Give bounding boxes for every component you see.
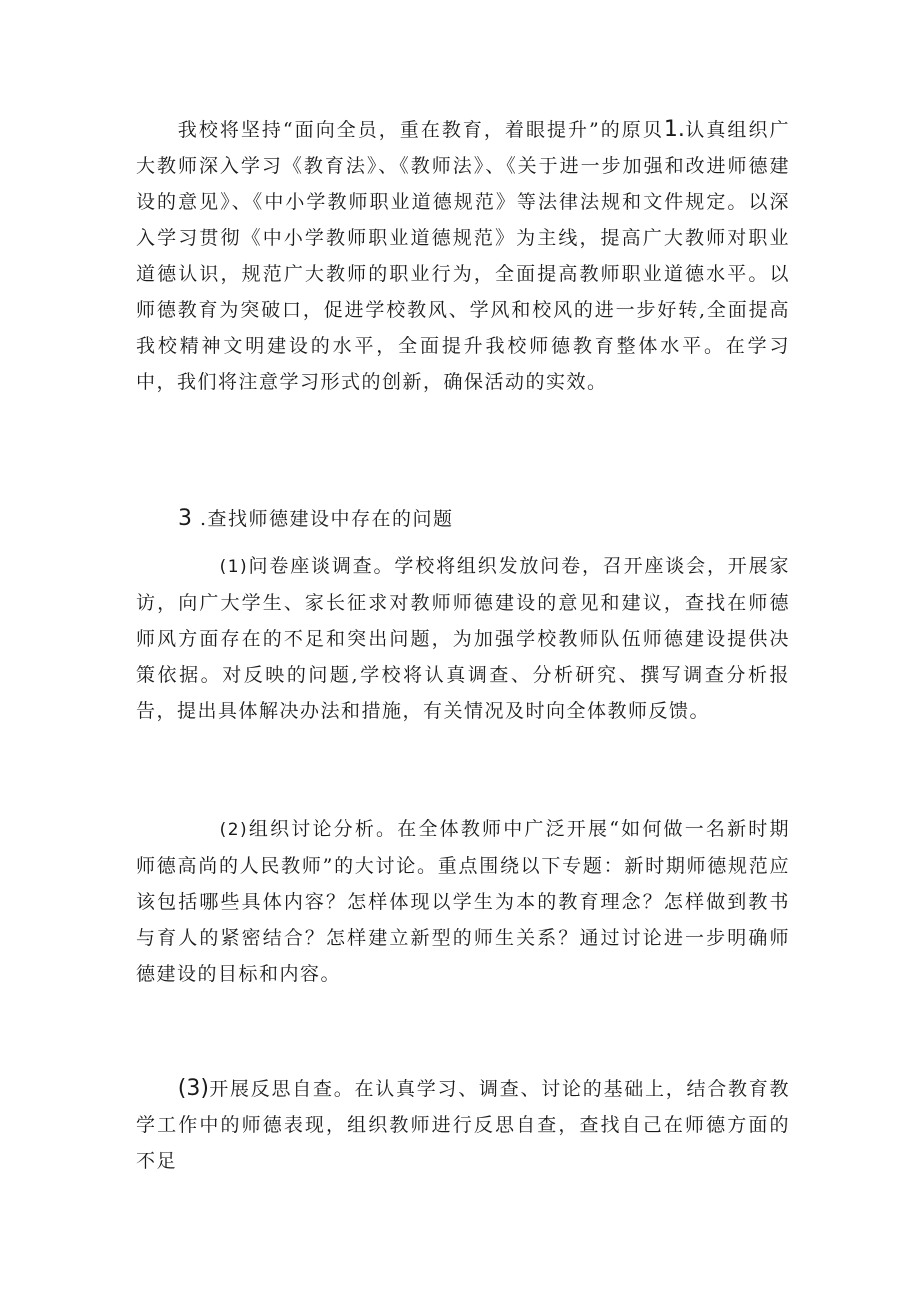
paragraph-self-review (136, 1071, 790, 1179)
section-title-3: .查找师德建设中存在的问题 (200, 508, 454, 530)
section-number-3: 3 (178, 506, 192, 531)
paragraph-study-lead: 我校将坚持“面向全员，重在教育，着眼提升”的原贝 (177, 119, 664, 141)
item-text-discussion: 组织讨论分析。在全体教师中广泛开展“如何做一名新时期师德高尚的人民教师”的大讨论。重点围绕以下专题：新时期师德规范应该包括哪些具体内容？怎样体现以学生为本的教育理念？怎样做到教书与育人的紧密结合？怎样建立新型的师生关系？通过讨论进一步明确师德建设的目标和内容。 (136, 818, 790, 985)
paragraph-study-body: 认真组织广大教师深入学习《教育法》、《教师法》、《关于进一步加强和改进师德建设的意见》、《中小学教师职业道德规范》等法律法规和文件规定。以深入学习贯彻《中小学教师职业道德规范》为主线，提高广大教师对职业道德认识，规范广大教师的职业行为，全面提高教师职业道德水平。以师德教育为突破口，促进学校教风、学风和校风的进一步好转,全面提高我校精神文明建设的水平，全面提升我校师德教育整体水平。在学习中，我们将注意学习形式的创新，确保活动的实效。 (136, 119, 790, 393)
paragraph-discussion (136, 811, 790, 992)
item-text-survey: 问卷座谈调查。学校将组织发放问卷，召开座谈会，开展家访，向广大学生、家长征求对教师师德建设的意见和建议，查找在师德师风方面存在的不足和突出问题，为加强学校教师队伍师德建设提供决策依据。对反映的问题,学校将认真调查、分析研究、撰写调查分析报告，提出具体解决办法和措施，有关情况及时向全体教师反馈。 (136, 555, 790, 722)
item-text-self-review: 开展反思自查。在认真学习、调查、讨论的基础上，结合教育教学工作中的师德表现，组织教师进行反思自查，查找自己在师德方面的不足 (136, 1078, 790, 1172)
item-number-2: (2) (219, 820, 249, 840)
list-marker-1: 1. (663, 117, 685, 142)
item-number-3: (3) (177, 1076, 209, 1101)
paragraph-study (136, 112, 790, 400)
section-heading-3 (178, 501, 454, 537)
item-number-1: (1) (219, 557, 249, 577)
paragraph-survey (136, 548, 790, 729)
